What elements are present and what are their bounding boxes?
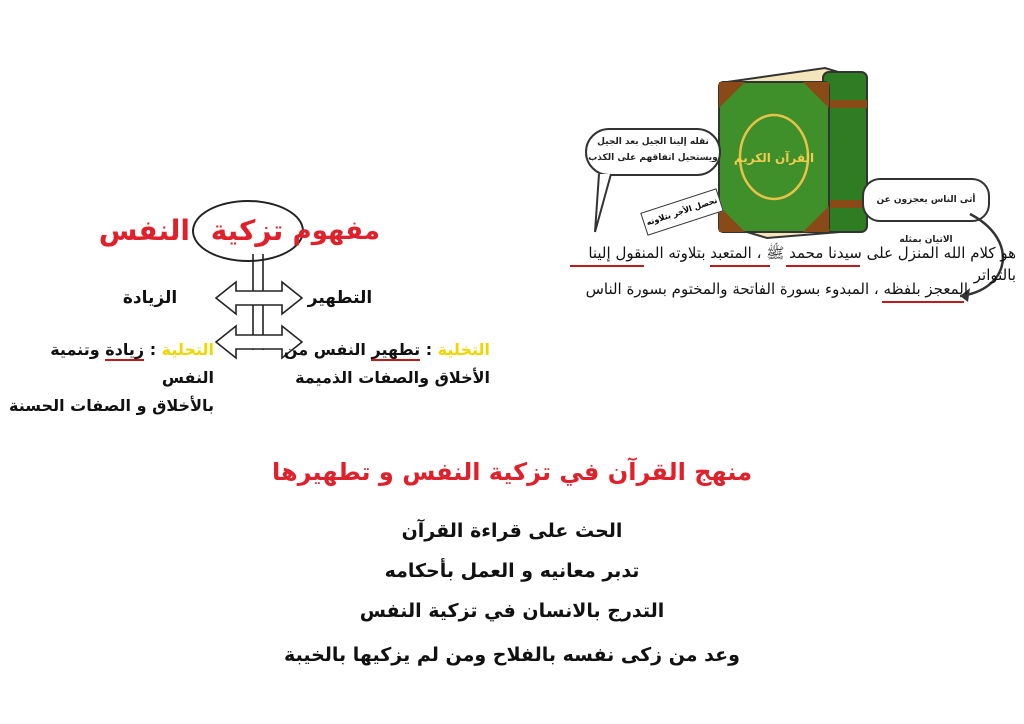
definition-takhliya — [280, 336, 490, 392]
branch-increase: الزيادة — [122, 288, 178, 308]
method-step: الحث على قراءة القرآن — [401, 520, 623, 542]
tahliya-key: زيادة — [105, 340, 145, 359]
title-word-nafs: النفس — [98, 214, 190, 247]
definition-underlines — [560, 262, 1020, 272]
takhliya-rest: النفس من — [283, 340, 372, 359]
bubble-inimitable: أتى الناس يعجزون عن الاتيان بمثله — [862, 178, 990, 222]
tahliya-rest: وتنمية النفس — [50, 340, 214, 387]
method-step: تدبر معانيه و العمل بأحكامه — [384, 560, 640, 582]
takhliya-sep: : — [420, 340, 438, 359]
method-step: وعد من زكى نفسه بالفلاح ومن لم يزكيها بالخيبة — [284, 644, 740, 666]
title-word-mafhoum: مفهوم — [292, 216, 380, 246]
quran-book-icon — [705, 60, 875, 240]
tag-recitation-reward: نحصل الأجر بتلاوته — [640, 188, 724, 236]
takhliya-key: تطهير — [371, 340, 421, 359]
tahliya-line2: بالأخلاق و الصفات الحسنة — [9, 396, 214, 415]
branch-purification: التطهير — [307, 288, 373, 308]
takhliya-line1 — [280, 336, 490, 364]
method-step: التدرج بالانسان في تزكية النفس — [359, 600, 665, 622]
upper-double-arrow-icon — [216, 282, 302, 314]
title-word-tazkiya: تزكية — [210, 214, 284, 247]
tahliya-line1 — [4, 336, 214, 392]
quran-cover-text: القرآن الكريم — [733, 151, 815, 165]
definition-underline-2 — [880, 298, 970, 306]
takhliya-line2: الأخلاق والصفات الذميمة — [295, 368, 490, 387]
tahliya-sep: : — [144, 340, 162, 359]
takhliya-label: التخلية — [437, 340, 490, 359]
quran-definition-line1: هو كلام الله المنزل على سيدنا محمد ﷺ ، المتعبد بتلاوته المنقول إلينا بالتواتر — [588, 244, 1016, 284]
method-title: منهج القرآن في تزكية النفس و تطهيرها — [271, 458, 753, 486]
definition-tahliya — [4, 336, 214, 420]
tahliya-label: التحلية — [161, 340, 214, 359]
bubble-transmitted: نقله إلينا الجيل بعد الجيل ويستحيل اتفاقهم على الكذب — [585, 128, 721, 176]
quran-definition-line2: المعجز بلفظه ، المبدوء بسورة الفاتحة والمختوم بسورة الناس — [585, 280, 968, 298]
bubble1-tail — [585, 172, 625, 242]
